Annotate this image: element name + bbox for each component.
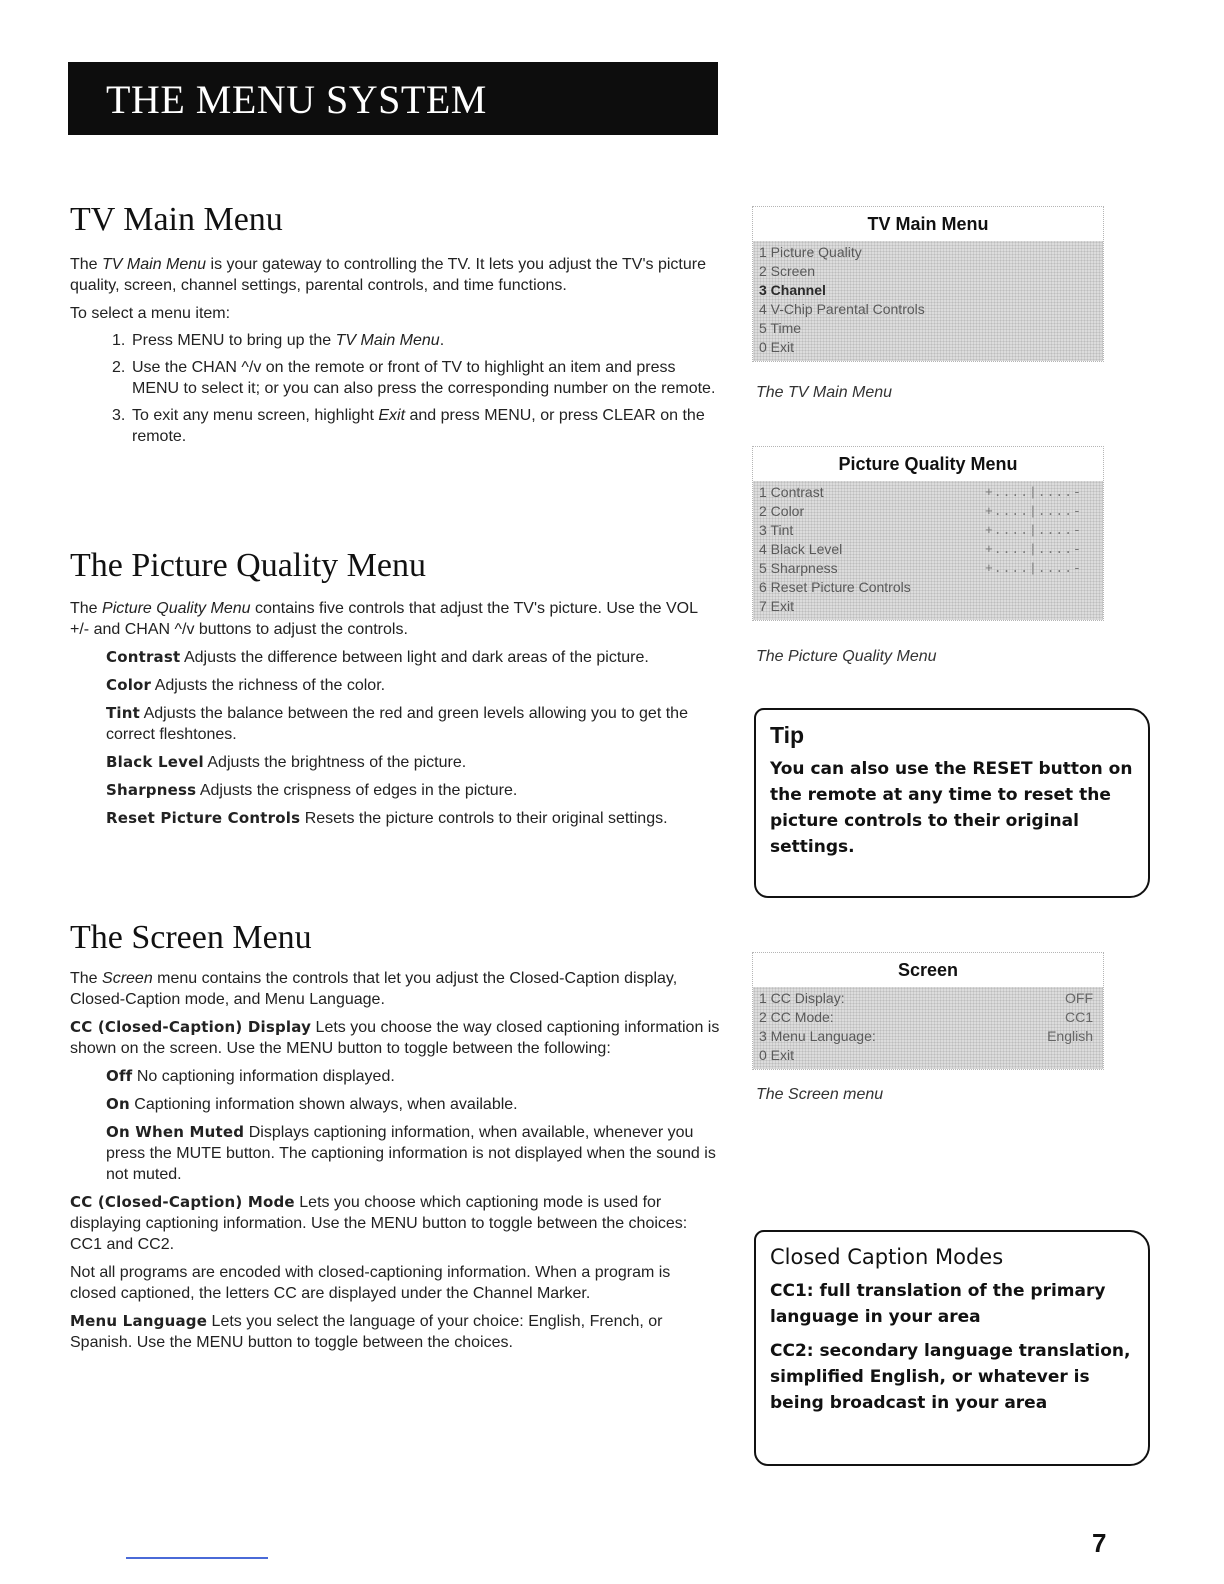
screen-menu-screen (752, 952, 1104, 1070)
menu-item: 1 CC Display: OFF (759, 990, 1093, 1006)
menu-body (753, 481, 1103, 620)
steps-list (112, 330, 720, 447)
tip-box (754, 708, 1150, 898)
menu-item: 1 Contrast +....|....- (759, 484, 1082, 500)
paragraph: The Picture Quality Menu contains five controls that adjust the TV's picture. Use the VOL +/- and CHAN ^/v buttons to adjust the controls. (70, 600, 698, 638)
definition-item: Black Level Adjusts the brightness of the picture. (106, 753, 467, 771)
menu-value: OFF (1065, 990, 1093, 1006)
slider-control: +....|....- (985, 542, 1082, 557)
menu-item: 2 CC Mode: CC1 (759, 1009, 1093, 1025)
menu-item: 1 Picture Quality (759, 244, 862, 260)
menu-value: CC1 (1064, 1009, 1093, 1025)
screen-menu-section (70, 918, 720, 1353)
definition-item: Off No captioning information displayed. (106, 1067, 395, 1085)
section-heading: TV Main Menu (70, 201, 283, 238)
definition-item: On When Muted Displays captioning information, when available, whenever you press the MUTE button. The captioning information is not displayed when the sound is not muted. (106, 1123, 716, 1183)
menu-item: 3 Menu Language: English (759, 1028, 1093, 1044)
definition-item: CC (Closed-Caption) Mode Lets you choose which captioning mode is used for displaying captioning information. Use the MENU button to toggle between the choices: CC1 and CC2. (70, 1193, 688, 1253)
menu-item: 3 Tint +....|....- (759, 522, 1082, 538)
slider-control: +....|....- (985, 504, 1082, 519)
tip-heading: Tip (770, 722, 805, 748)
paragraph: The TV Main Menu is your gateway to controlling the TV. It lets you adjust the TV's picture quality, screen, channel settings, parental controls, and time functions. (70, 256, 706, 294)
section-heading: The Screen Menu (70, 919, 312, 956)
figure-caption: The TV Main Menu (756, 384, 893, 401)
menu-item: 4 Black Level +....|....- (759, 541, 1082, 557)
page-title: THE MENU SYSTEM (106, 77, 487, 122)
figure-caption: The Screen menu (756, 1086, 884, 1103)
menu-item: 0 Exit (759, 1047, 795, 1063)
menu-title: Screen (897, 960, 959, 980)
definition-item: Menu Language Lets you select the language of your choice: English, French, or Spanish. Use the MENU button to toggle between the choices. (70, 1312, 663, 1351)
menu-body (753, 241, 1103, 361)
definition-item: Sharpness Adjusts the crispness of edges in the picture. (106, 781, 518, 799)
definition-item: Reset Picture Controls Resets the picture controls to their original settings. (106, 809, 668, 827)
definition-item: Tint Adjusts the balance between the red and green levels allowing you to get the correct fleshtones. (106, 704, 688, 743)
menu-title: TV Main Menu (867, 214, 989, 234)
closed-caption-modes-box (754, 1230, 1150, 1466)
definition-item: On Captioning information shown always, when available. (106, 1095, 518, 1113)
definition-item: CC (Closed-Caption) Display Lets you choose the way closed captioning information is shown on the screen. Use the MENU button to toggle between the following: (70, 1018, 720, 1057)
menu-item: 2 Color +....|....- (759, 503, 1082, 519)
header-bar (68, 62, 718, 135)
cc1-description: CC1: full translation of the primary language in your area (770, 1281, 1106, 1327)
section-heading: The Picture Quality Menu (70, 547, 426, 584)
list-item: 3. To exit any menu screen, highlight Exit and press MENU, or press CLEAR on the remote. (112, 407, 705, 445)
paragraph: To select a menu item: (70, 305, 231, 322)
cc2-description: CC2: secondary language translation, simplified English, or whatever is being broadcast in your area (770, 1341, 1131, 1413)
list-item: 2. Use the CHAN ^/v on the remote or front of TV to highlight an item and press MENU to select it; or you can also press the corresponding number on the remote. (112, 359, 716, 397)
figure-caption: The Picture Quality Menu (756, 648, 937, 665)
paragraph: The Screen menu contains the controls that let you adjust the Closed-Caption display, Closed-Caption mode, and Menu Language. (70, 970, 678, 1008)
footer-rule (126, 1557, 268, 1559)
tv-main-menu-screen (752, 206, 1104, 362)
tip-text: You can also use the RESET button on the remote at any time to reset the picture controls to their original settings. (770, 759, 1133, 857)
menu-body (753, 987, 1103, 1069)
menu-value: English (1047, 1028, 1093, 1044)
slider-control: +....|....- (985, 523, 1082, 538)
menu-item: 0 Exit (759, 339, 795, 355)
tv-main-menu-section (70, 200, 720, 447)
page-number: 7 (1092, 1528, 1107, 1558)
menu-item: 5 Sharpness +....|....- (759, 560, 1082, 576)
menu-title: Picture Quality Menu (838, 454, 1018, 474)
menu-item: 6 Reset Picture Controls (759, 579, 911, 595)
menu-item-highlighted: 3 Channel (759, 282, 826, 298)
picture-quality-menu-screen (752, 446, 1104, 621)
definition-item: Contrast Adjusts the difference between light and dark areas of the picture. (106, 648, 649, 666)
menu-item: 5 Time (759, 320, 802, 336)
definition-item: Color Adjusts the richness of the color. (106, 676, 386, 694)
slider-control: +....|....- (985, 561, 1082, 576)
paragraph: Not all programs are encoded with closed-captioning information. When a program is closed captioned, the letters CC are displayed under the Channel Marker. (70, 1264, 671, 1302)
menu-item: 2 Screen (759, 263, 816, 279)
menu-item: 7 Exit (759, 598, 795, 614)
box-heading: Closed Caption Modes (770, 1245, 1004, 1269)
slider-control: +....|....- (985, 485, 1082, 500)
list-item: 1. Press MENU to bring up the TV Main Menu. (112, 332, 445, 349)
menu-item: 4 V-Chip Parental Controls (759, 301, 925, 317)
picture-quality-section (70, 546, 720, 829)
